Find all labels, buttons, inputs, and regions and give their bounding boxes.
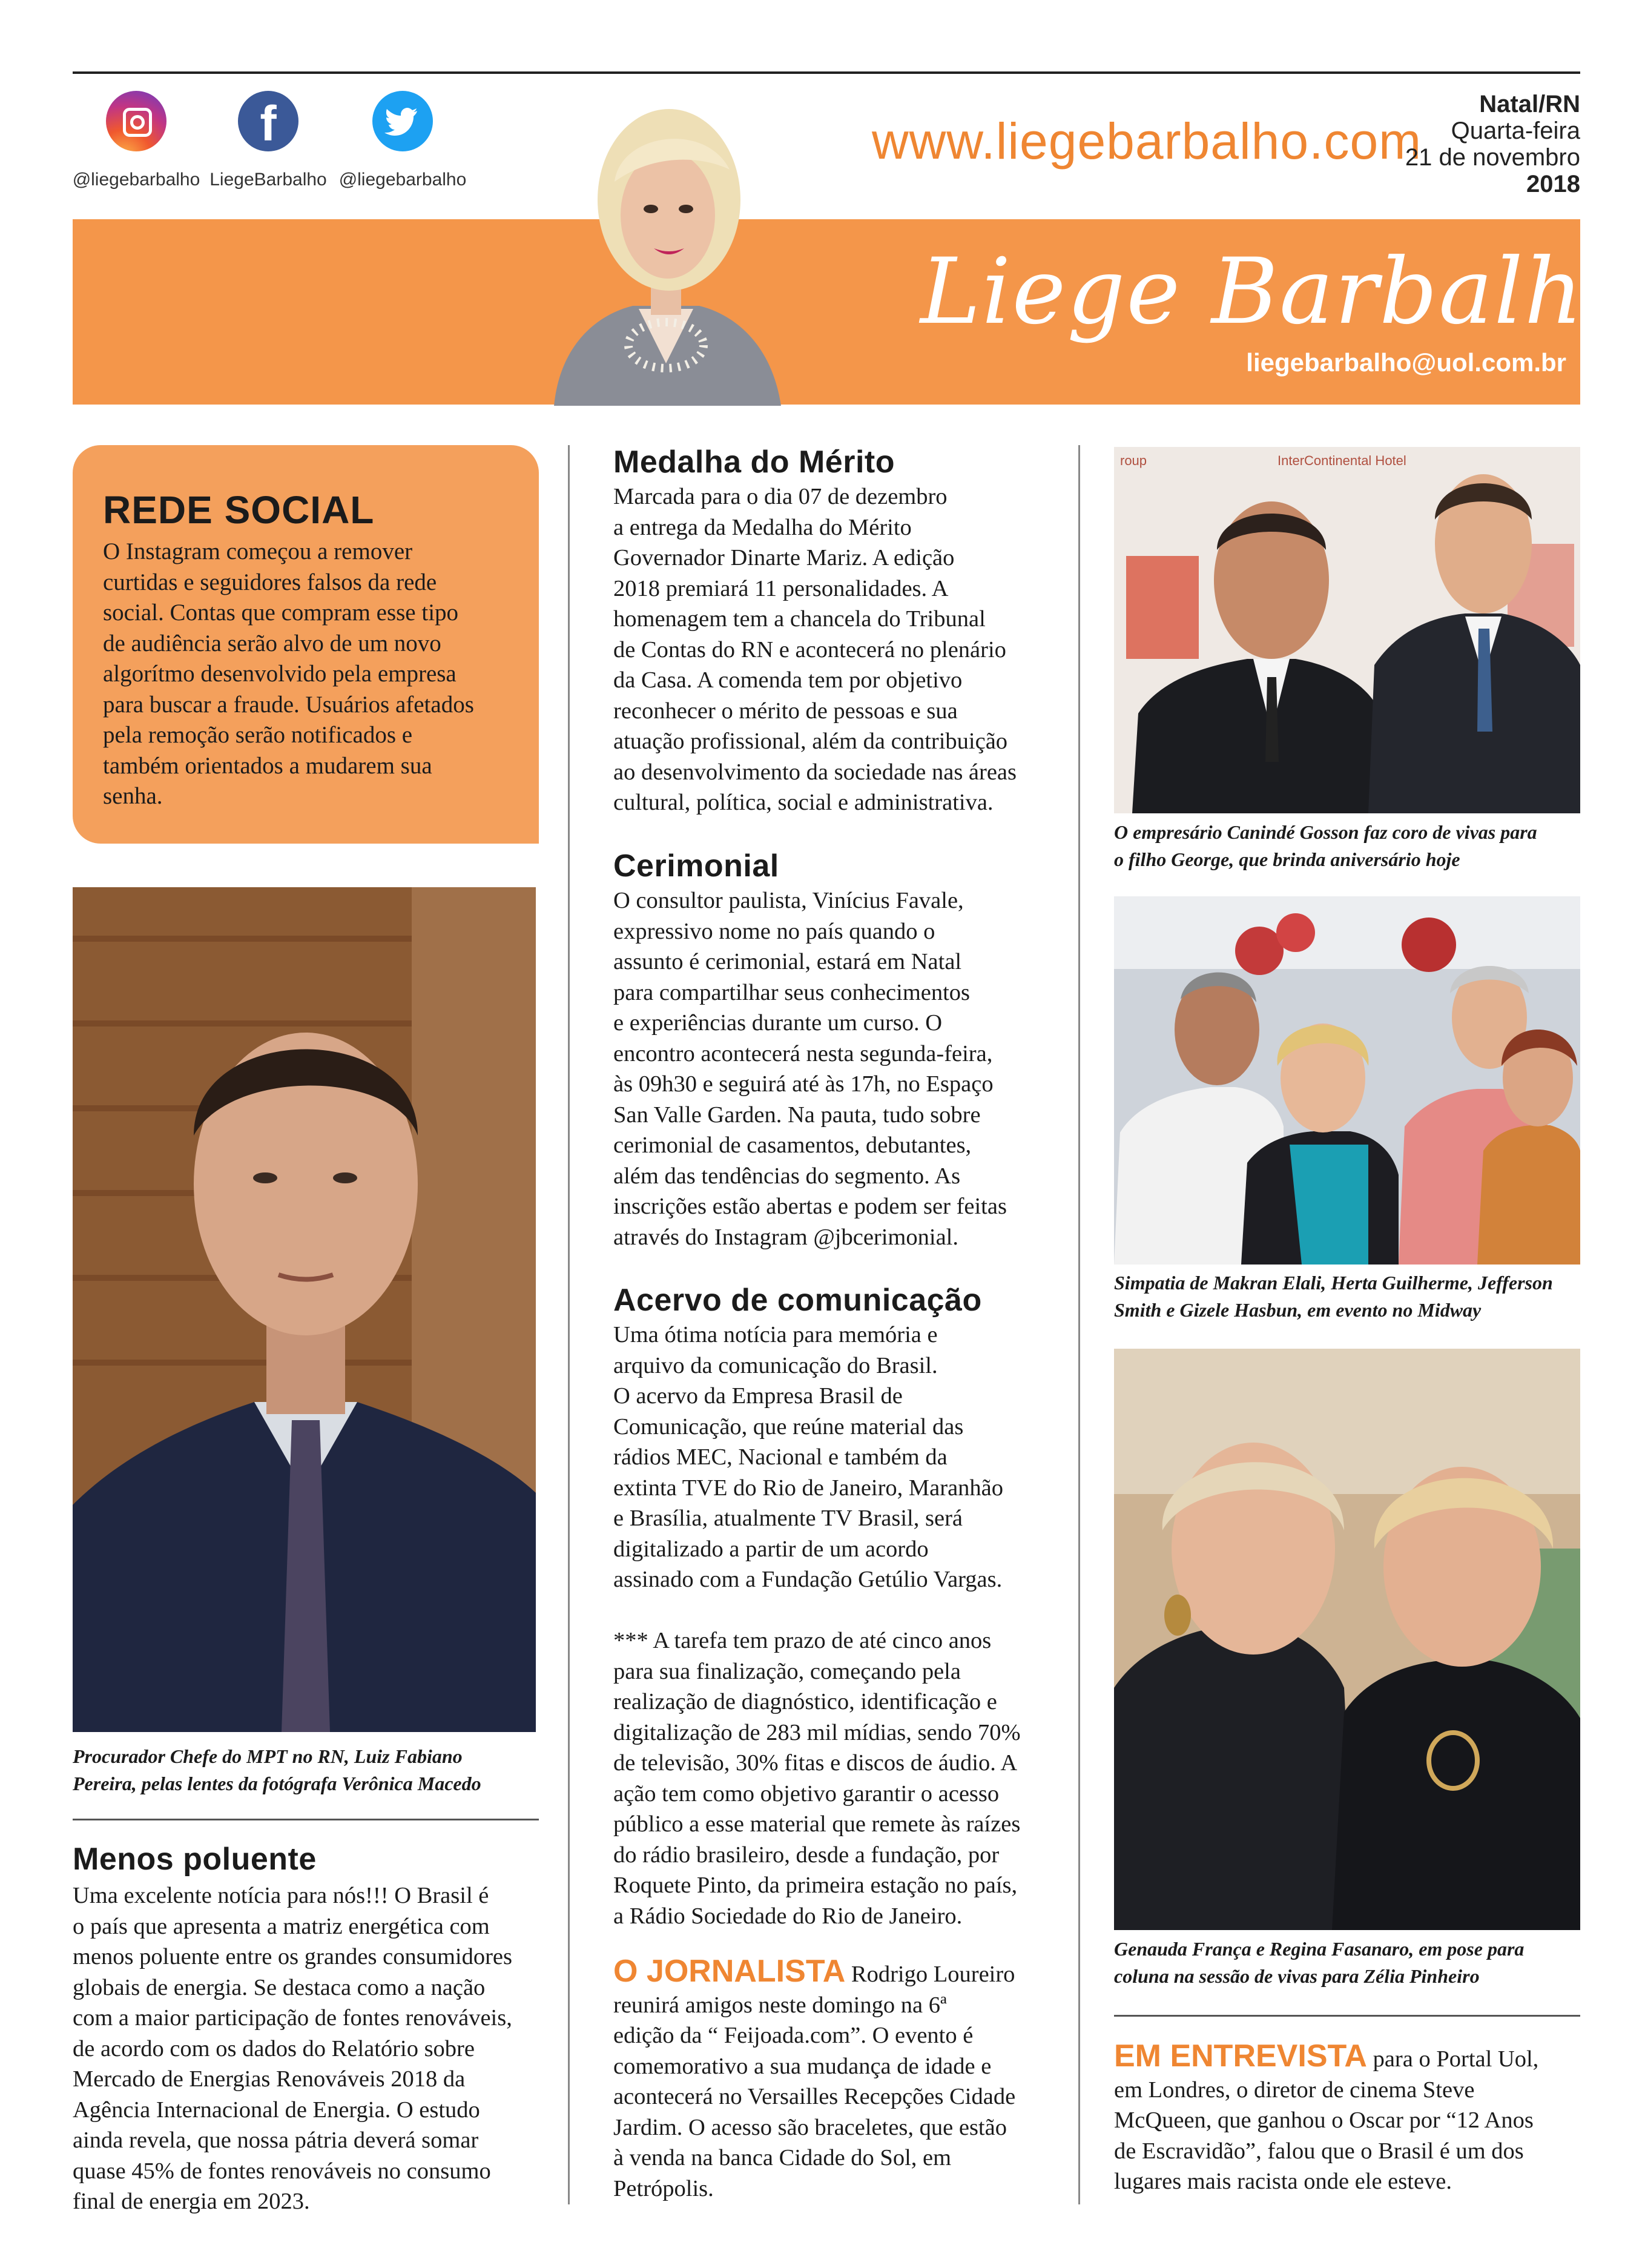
text-line: da Casa. A comenda tem por objetivo: [613, 667, 963, 693]
text-line: às 09h30 e seguirá até às 17h, no Espaço: [613, 1071, 994, 1097]
caption-line: Genauda França e Regina Fasanaro, em pose para: [1114, 1938, 1525, 1960]
text-line: menos poluente entre os grandes consumidores: [73, 1944, 512, 1969]
text-line: Uma excelente notícia para nós!!! O Brasil é: [73, 1883, 489, 1908]
text-line: Rodrigo Loureiro: [845, 1962, 1015, 1987]
text-line: curtidas e seguidores falsos da rede: [103, 569, 437, 595]
year: 2018: [1526, 171, 1580, 197]
text-line: quase 45% de fontes renováveis no consumo: [73, 2158, 491, 2184]
backdrop-sign-text: InterContinental Hotel: [1277, 453, 1406, 468]
jornalista-lead: O JORNALISTA: [613, 1954, 846, 1989]
text-line: realização de diagnóstico, identificação e: [613, 1689, 997, 1714]
text-line: atuação profissional, além da contribuição: [613, 729, 1008, 754]
columnist-portrait: [548, 79, 784, 406]
text-line: de Contas do RN e acontecerá no plenário: [613, 636, 1006, 663]
text-line: de acordo com os dados do Relatório sobre: [73, 2035, 475, 2061]
caption-line: Smith e Gizele Hasbun, em evento no Midway: [1114, 1299, 1482, 1321]
acervo-text: [613, 1320, 1067, 1595]
text-line: Agência Internacional de Energia. O estudo: [73, 2097, 480, 2123]
site-url[interactable]: www.liegebarbalho.com: [872, 113, 1422, 170]
text-line: a Rádio Sociedade do Rio de Janeiro.: [613, 1903, 963, 1929]
text-line: final de energia em 2023.: [73, 2189, 310, 2214]
text-line: em Londres, o diretor de cinema Steve: [1114, 2077, 1475, 2103]
brand-name: Liege Barbalho: [920, 239, 1640, 345]
date: 21 de novembro: [1405, 144, 1580, 171]
text-line: assinado com a Fundação Getúlio Vargas.: [613, 1567, 1003, 1592]
text-line: cerimonial de casamentos, debutantes,: [613, 1132, 972, 1158]
text-line: rádios MEC, Nacional e também da: [613, 1444, 948, 1470]
text-line: ao desenvolvimento da sociedade nas áreas: [613, 759, 1017, 785]
text-line: homenagem tem a chancela do Tribunal: [613, 606, 986, 632]
text-line: *** A tarefa tem prazo de até cinco anos: [613, 1628, 992, 1653]
text-line: arquivo da comunicação do Brasil.: [613, 1352, 938, 1378]
menos-poluente-text: [73, 1880, 557, 2217]
caption-line: O empresário Canindé Gosson faz coro de vivas para: [1114, 821, 1537, 843]
caption-line: o filho George, que brinda aniversário hoje: [1114, 848, 1460, 870]
text-line: McQueen, que ganhou o Oscar por “12 Anos: [1114, 2108, 1534, 2133]
text-line: ainda revela, que nossa pátria deverá somar: [73, 2127, 479, 2153]
column-divider-1: [568, 445, 570, 2204]
text-line: para buscar a fraude. Usuários afetados: [103, 691, 474, 718]
text-line: também orientados a mudarem sua: [103, 752, 432, 779]
backdrop-sign-text: roup: [1120, 453, 1147, 468]
text-line: de audiência serão alvo de um novo: [103, 630, 441, 656]
text-line: Mercado de Energias Renováveis 2018 da: [73, 2066, 466, 2092]
text-line: edição da “ Feijoada.com”. O evento é: [613, 2023, 974, 2048]
text-line: Governador Dinarte Mariz. A edição: [613, 545, 955, 570]
rede-social-title: REDE SOCIAL: [103, 488, 375, 532]
city: Natal/RN: [1479, 91, 1580, 117]
menos-poluente-title: Menos poluente: [73, 1842, 317, 1877]
text-line: do rádio brasileiro, desde a fundação, por: [613, 1842, 1000, 1868]
column-divider-2: [1078, 445, 1080, 2204]
text-line: encontro acontecerá nesta segunda-feira,: [613, 1040, 993, 1066]
twitter-icon: [372, 91, 433, 151]
text-line: através do Instagram @jbcerimonial.: [613, 1224, 958, 1250]
acervo-text-continued: [613, 1625, 1067, 1931]
text-line: senha.: [103, 783, 163, 809]
facebook-icon: f: [238, 91, 298, 151]
cerimonial-title: Cerimonial: [613, 848, 779, 884]
text-line: O consultor paulista, Vinícius Favale,: [613, 888, 964, 913]
entrevista-lead: EM ENTREVISTA: [1114, 2038, 1367, 2074]
section-rule: [73, 1819, 539, 1820]
twitter-link[interactable]: [312, 91, 493, 190]
text-line: Jardim. O acesso são braceletes, que estão: [613, 2114, 1007, 2140]
text-line: O Instagram começou a remover: [103, 538, 413, 564]
text-line: a entrega da Medalha do Mérito: [613, 514, 912, 540]
facebook-handle: LiegeBarbalho: [209, 170, 327, 190]
text-line: público a esse material que remete às raízes: [613, 1811, 1021, 1837]
text-line: Marcada para o dia 07 de dezembro: [613, 484, 948, 509]
instagram-handle: @liegebarbalho: [72, 170, 200, 190]
text-line: assunto é cerimonial, estará em Natal: [613, 949, 962, 974]
text-line: com a maior participação de fontes renováveis,: [73, 2005, 512, 2031]
text-line: para compartilhar seus conhecimentos: [613, 979, 971, 1005]
text-line: reconhecer o mérito de pessoas e sua: [613, 698, 958, 724]
text-line: e Brasília, atualmente TV Brasil, será: [613, 1506, 963, 1531]
text-line: à venda na banca Cidade do Sol, em: [613, 2145, 952, 2170]
text-line: digitalizado a partir de um acordo: [613, 1536, 929, 1562]
photo-genauda-caption: [1114, 1936, 1592, 1990]
text-line: expressivo nome no país quando o: [613, 918, 935, 944]
section-rule: [1114, 2015, 1580, 2017]
instagram-icon: [106, 91, 166, 151]
dateline: [1405, 91, 1580, 197]
text-line: O acervo da Empresa Brasil de: [613, 1383, 903, 1409]
text-line: acontecerá no Versailles Recepções Cidade: [613, 2084, 1016, 2109]
photo-gosson: [1114, 447, 1580, 813]
text-line: reunirá amigos neste domingo na 6ª: [613, 1992, 947, 2018]
text-line: de Escravidão”, falou que o Brasil é um dos: [1114, 2138, 1524, 2164]
text-line: além das tendências do segmento. As: [613, 1163, 961, 1189]
text-line: cultural, política, social e administrativa.: [613, 790, 994, 815]
medalha-title: Medalha do Mérito: [613, 445, 895, 480]
text-line: pela remoção serão notificados e: [103, 722, 413, 748]
text-line: para o Portal Uol,: [1366, 2046, 1539, 2072]
medalha-text: [613, 481, 1067, 818]
photo-procurador-caption: [73, 1743, 545, 1797]
text-line: 2018 premiará 11 personalidades. A: [613, 575, 949, 601]
jornalista-text: [613, 1956, 1073, 2204]
caption-line: Simpatia de Makran Elali, Herta Guilherme, Jefferson: [1114, 1272, 1553, 1294]
caption-line: coluna na sessão de vivas para Zélia Pinheiro: [1114, 1965, 1480, 1987]
text-line: Uma ótima notícia para memória e: [613, 1322, 938, 1347]
text-line: social. Contas que compram esse tipo: [103, 600, 459, 626]
text-line: inscrições estão abertas e podem ser feitas: [613, 1194, 1007, 1219]
photo-genauda-regina: [1114, 1349, 1580, 1930]
twitter-handle: @liegebarbalho: [338, 170, 467, 190]
photo-gosson-caption: [1114, 819, 1592, 873]
text-line: algorítmo desenvolvido pela empresa: [103, 661, 457, 687]
caption-line: Procurador Chefe do MPT no RN, Luiz Fabiano: [73, 1745, 463, 1767]
author-email[interactable]: liegebarbalho@uol.com.br: [1246, 348, 1566, 377]
cerimonial-text: [613, 885, 1067, 1252]
text-line: Roquete Pinto, da primeira estação no país,: [613, 1873, 1018, 1898]
text-line: para sua finalização, começando pela: [613, 1658, 961, 1684]
text-line: de televisão, 30% fitas e discos de áudio. A: [613, 1750, 1018, 1776]
text-line: digitalização de 283 mil mídias, sendo 70%: [613, 1719, 1021, 1745]
photo-procurador: [73, 887, 536, 1732]
text-line: globais de energia. Se destaca como a nação: [73, 1974, 486, 2000]
top-rule: [73, 71, 1580, 74]
text-line: San Valle Garden. Na pauta, tudo sobre: [613, 1102, 981, 1128]
rede-social-text: [103, 537, 515, 812]
text-line: extinta TVE do Rio de Janeiro, Maranhão: [613, 1475, 1003, 1501]
text-line: comemorativo a sua mudança de idade e: [613, 2053, 992, 2079]
weekday: Quarta-feira: [1451, 117, 1580, 144]
acervo-title: Acervo de comunicação: [613, 1283, 982, 1318]
caption-line: Pereira, pelas lentes da fotógrafa Verônica Macedo: [73, 1773, 481, 1794]
text-line: ação tem como objetivo garantir o acesso: [613, 1780, 1000, 1807]
text-line: Petrópolis.: [613, 2175, 714, 2201]
text-line: o país que apresenta a matriz energética com: [73, 1913, 490, 1939]
text-line: lugares mais racista onde ele esteve.: [1114, 2169, 1452, 2194]
entrevista-text: [1114, 2038, 1592, 2197]
photo-makran-caption: [1114, 1269, 1592, 1324]
photo-makran-group: [1114, 896, 1580, 1265]
text-line: Comunicação, que reúne material das: [613, 1413, 964, 1440]
text-line: e experiências durante um curso. O: [613, 1010, 943, 1036]
